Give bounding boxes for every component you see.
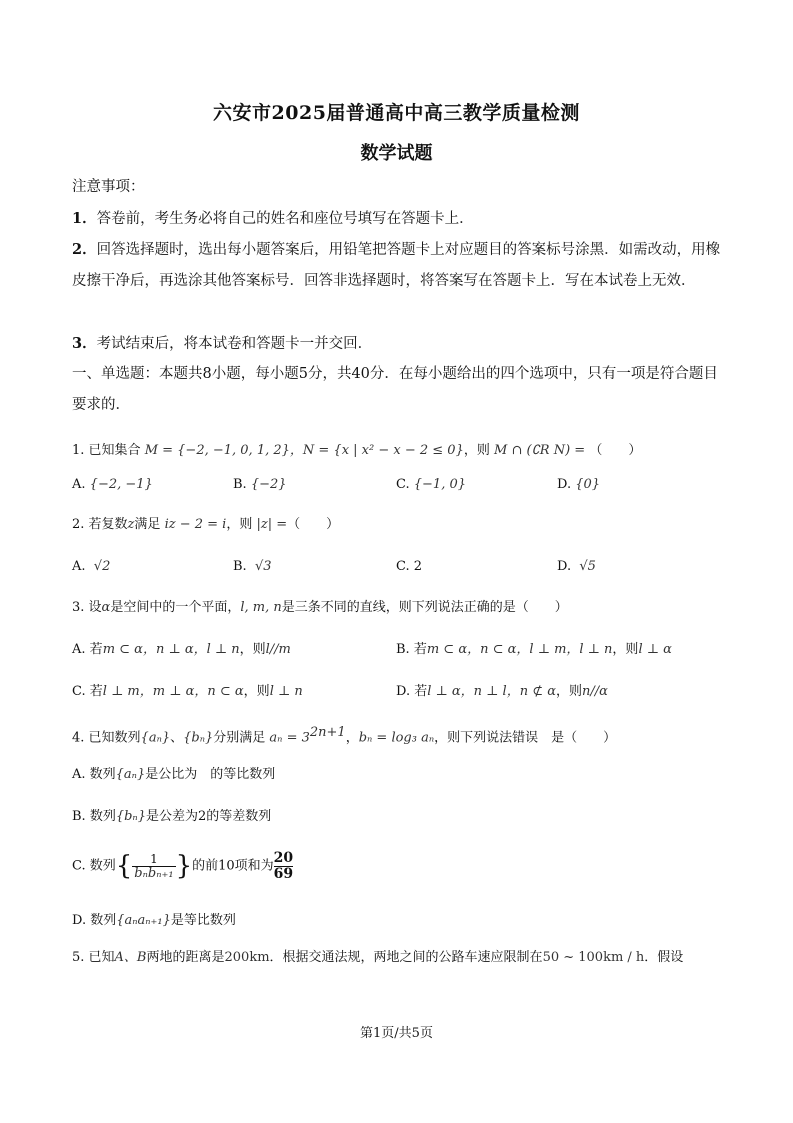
q3-option-d: [396, 681, 608, 703]
q5-distance: 200km: [224, 950, 270, 965]
question-4: [72, 722, 616, 749]
question-5: [72, 947, 683, 969]
option-result: l ⊥ n: [269, 684, 303, 699]
q4-mid2: ，则下列说法错误 是（ ）: [434, 730, 617, 746]
notice-item-num: 3．: [72, 335, 97, 352]
option-result: n//α: [582, 684, 608, 699]
option-label: A.: [72, 559, 86, 574]
q1-sets: M = {−2, −1, 0, 1, 2}，N = {x | x² − x − 2 ≤ 0}: [144, 443, 464, 458]
option-label: C.: [396, 559, 410, 574]
option-value: {−2, −1}: [89, 477, 153, 492]
option-seq: {aₙaₙ₊₁}: [116, 913, 171, 928]
q1-option-c: [396, 474, 466, 496]
q2-option-c: [396, 556, 422, 578]
q2-mid1: 满足: [134, 517, 161, 532]
q3-mid2: 是三条不同的直线，则下列说法正确的是（ ）: [281, 600, 568, 615]
page-footer: 第1页/共5页: [360, 1026, 433, 1041]
q1-expr: M ∩ (∁R N) =: [494, 443, 586, 458]
q3-option-c: [72, 681, 303, 703]
q2-paren: （ ）: [287, 517, 340, 532]
q2-expr: |z| =: [256, 517, 288, 532]
q4-eq-a-exponent: 2n+1: [309, 725, 346, 740]
right-brace-icon: }: [175, 851, 193, 881]
left-brace-icon: {: [115, 851, 133, 881]
q2-option-a: [72, 556, 110, 578]
q4-seq-a: {aₙ}: [140, 730, 171, 746]
q4-option-d: [72, 910, 236, 932]
option-value: 2: [413, 559, 423, 574]
q4-c-fraction: [132, 853, 175, 880]
q4-option-c: [72, 846, 293, 887]
notice-item-2: [72, 234, 722, 297]
q4-option-a: [72, 764, 275, 786]
notice-item-1: [72, 203, 722, 235]
option-text: 是公比为 的等比数列: [145, 767, 276, 782]
option-pre: 若: [89, 684, 103, 699]
q4-sep: 、: [170, 730, 184, 746]
option-label: B.: [233, 559, 247, 574]
q1-option-d: [557, 474, 600, 496]
q3-lines: l, m, n: [240, 600, 282, 615]
option-label: A.: [72, 642, 86, 657]
option-seq: {aₙ}: [115, 767, 146, 782]
notice-item-num: 2．: [72, 241, 97, 258]
q1-paren: （ ）: [589, 443, 642, 458]
option-cond: m ⊂ α，n ⊂ α，l ⊥ m，l ⊥ n: [426, 642, 613, 657]
option-value: √5: [579, 559, 596, 574]
q3-alpha: α: [101, 600, 111, 615]
option-cond: l ⊥ α，n ⊥ l，n ⊄ α: [427, 684, 557, 699]
q5-speed: 50 ~ 100km / h: [542, 950, 645, 965]
q5-mid2: ．根据交通法规，两地之间的公路车速应限制在: [269, 950, 543, 965]
option-label: D. 数列: [72, 913, 117, 928]
fraction-numerator: 1: [132, 853, 175, 867]
option-seq: {bₙ}: [115, 809, 146, 824]
option-label: C.: [396, 477, 410, 492]
option-value: {0}: [575, 477, 601, 492]
option-text: 的前10项和为: [192, 858, 274, 874]
fraction-denominator: bₙbₙ₊₁: [134, 865, 174, 881]
option-cond: l ⊥ m，m ⊥ α，n ⊂ α: [102, 684, 244, 699]
option-text: 是等比数列: [170, 913, 236, 928]
option-label: B.: [396, 642, 410, 657]
option-pre: 若: [413, 642, 427, 657]
question-2: [72, 514, 339, 536]
option-value: √2: [93, 559, 111, 574]
option-label: A.: [72, 477, 86, 492]
option-label: A. 数列: [72, 767, 116, 782]
notice-heading: 注意事项：: [72, 179, 145, 195]
q5-tail: ．假设: [644, 950, 684, 965]
q2-eq: iz − 2 = i: [164, 517, 227, 532]
fraction-denominator: 69: [273, 865, 294, 882]
notice-item-text: 回答选择题时，选出每小题答案后，用铅笔把答题卡上对应题目的答案标号涂黑．如需改动，用橡皮擦干净后，再选涂其他答案标号．回答非选择题时，将答案写在答题卡上．写在本试卷上无效．: [72, 242, 721, 289]
option-label: D.: [557, 559, 572, 574]
exam-subtitle: 数学试题: [360, 143, 433, 164]
q1-mid: ，则: [463, 443, 490, 458]
q2-mid2: ，则: [226, 517, 253, 532]
option-label: D.: [396, 684, 411, 699]
q4-seq-b: {bₙ}: [183, 730, 214, 746]
notice-item-3: [72, 328, 722, 360]
option-value: √3: [254, 559, 272, 574]
q4-c-answer-fraction: [274, 851, 293, 882]
q3-prefix: 3. 设: [72, 600, 102, 615]
q4-eq-b: bₙ = log₃ aₙ: [358, 730, 435, 746]
q1-prefix: 1. 已知集合: [72, 443, 141, 458]
option-pre: 若: [89, 642, 103, 657]
option-pre: 若: [414, 684, 428, 699]
option-label: D.: [557, 477, 572, 492]
q3-mid1: 是空间中的一个平面，: [110, 600, 241, 615]
option-value: {−2}: [250, 477, 287, 492]
q2-option-d: [557, 556, 596, 578]
option-result: l//m: [265, 642, 291, 657]
option-post: ，则: [243, 684, 270, 699]
q1-option-b: [233, 474, 287, 496]
option-cond: m ⊂ α，n ⊥ α，l ⊥ n: [102, 642, 240, 657]
option-label: C. 数列: [72, 858, 116, 874]
q1-option-a: [72, 474, 153, 496]
option-label: B. 数列: [72, 809, 116, 824]
q2-option-b: [233, 556, 272, 578]
q5-places: A、B: [114, 950, 147, 965]
question-3: [72, 597, 568, 619]
q5-prefix: 5. 已知: [72, 950, 115, 965]
q4-option-b: [72, 806, 271, 828]
exam-title: 六安市2025届普通高中高三教学质量检测: [213, 102, 580, 124]
q4-eq-a: aₙ = 3: [269, 730, 310, 746]
notice-item-num: 1．: [72, 210, 97, 227]
q4-comma: ，: [345, 730, 359, 746]
question-1: [72, 440, 641, 462]
q3-option-b: [396, 639, 672, 661]
q4-prefix: 4. 已知数列: [72, 730, 141, 746]
option-label: B.: [233, 477, 247, 492]
option-post: ，则: [612, 642, 639, 657]
option-post: ，则: [239, 642, 266, 657]
option-post: ，则: [556, 684, 583, 699]
section-heading: 一、单选题：本题共8小题，每小题5分，共40分．在每小题给出的四个选项中，只有一项是符合题目要求的．: [72, 366, 718, 413]
q3-option-a: [72, 639, 291, 661]
fraction-numerator: 20: [273, 849, 294, 866]
notice-item-text: 考试结束后，将本试卷和答题卡一并交回．: [96, 336, 373, 352]
option-result: l ⊥ α: [638, 642, 672, 657]
notice-item-text: 答卷前，考生务必将自己的姓名和座位号填写在答题卡上．: [96, 211, 474, 227]
option-text: 是公差为2的等差数列: [145, 809, 272, 824]
option-value: {−1, 0}: [413, 477, 467, 492]
q4-mid1: 分别满足: [213, 730, 266, 746]
option-label: C.: [72, 684, 86, 699]
q2-var: z: [127, 517, 135, 532]
q5-mid1: 两地的距离是: [146, 950, 225, 965]
q2-prefix: 2. 若复数: [72, 517, 128, 532]
